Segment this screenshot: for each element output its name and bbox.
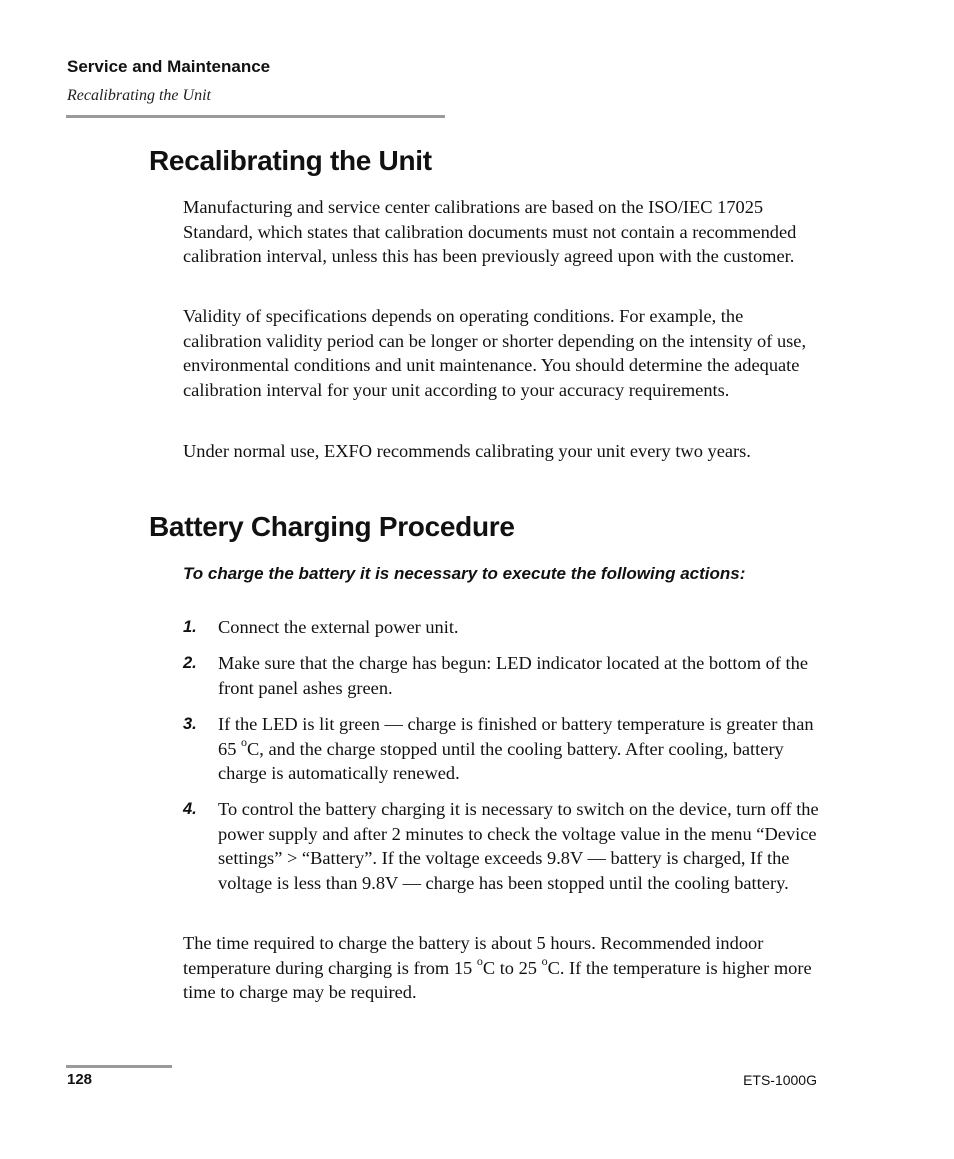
- procedure-lead: To charge the battery it is necessary to execute the following actions:: [183, 564, 746, 583]
- step-number: 4.: [183, 800, 197, 818]
- degree-superscript: o: [541, 954, 548, 969]
- procedure-step: [183, 615, 823, 640]
- heading-battery-charging: Battery Charging Procedure: [149, 511, 515, 542]
- degree-superscript: o: [241, 735, 247, 750]
- heading-recalibrating: Recalibrating the Unit: [149, 145, 432, 176]
- step-text: Make sure that the charge has begun: LED indicator located at the bottom of the front panel ashes green.: [218, 653, 809, 698]
- product-model: ETS-1000G: [743, 1072, 817, 1088]
- page-number: 128: [67, 1071, 93, 1088]
- closing-text-part: The time required to charge the battery is about 5 hours. Recommended indoor temperature during charging is from 15: [183, 933, 764, 978]
- procedure-step: [183, 797, 823, 895]
- step-number: 3.: [183, 715, 197, 733]
- paragraph-calibration-standard: Manufacturing and service center calibrations are based on the ISO/IEC 17025 Standard, which states that calibration documents must not contain a recommended calibration interval, unless this has been previously agreed upon with the customer.: [183, 197, 797, 267]
- degree-superscript: o: [476, 954, 483, 969]
- procedure-step: [183, 712, 823, 786]
- procedure-step: [183, 651, 823, 700]
- closing-text-part: C. If the temperature is higher more time to charge may be required.: [183, 957, 812, 1003]
- step-text: To control the battery charging it is necessary to switch on the device, turn off the power supply and after 2 minutes to check the voltage value in the menu “Device settings” > “Battery”. If the voltage exceeds 9.8V — battery is charged, If the voltage is less than 9.8V — charge has been stopped until the cooling battery.: [218, 799, 819, 893]
- paragraph-charge-time: [183, 931, 823, 1005]
- step-text: Connect the external power unit.: [218, 617, 459, 637]
- header-divider: [66, 115, 445, 118]
- header-subsection-title: Recalibrating the Unit: [67, 87, 211, 104]
- closing-text-part: C to 25: [482, 957, 542, 978]
- step-number: 2.: [183, 654, 197, 672]
- step-text-part: If the LED is lit green — charge is finished or battery temperature is greater than 65: [218, 714, 814, 759]
- step-number: 1.: [183, 618, 197, 636]
- footer-divider: [66, 1065, 172, 1068]
- paragraph-validity: Validity of specifications depends on operating conditions. For example, the calibration validity period can be longer or shorter depending on the intensity of use, environmental conditions and unit maintenance. You should determine the adequate calibration interval for your unit according to your accuracy requirements.: [183, 306, 807, 400]
- header-section-title: Service and Maintenance: [67, 57, 271, 76]
- step-text: [218, 712, 823, 786]
- paragraph-recommendation: Under normal use, EXFO recommends calibrating your unit every two years.: [183, 441, 751, 461]
- step-text-part: C, and the charge stopped until the cooling battery. After cooling, battery charge is automatically renewed.: [218, 738, 784, 784]
